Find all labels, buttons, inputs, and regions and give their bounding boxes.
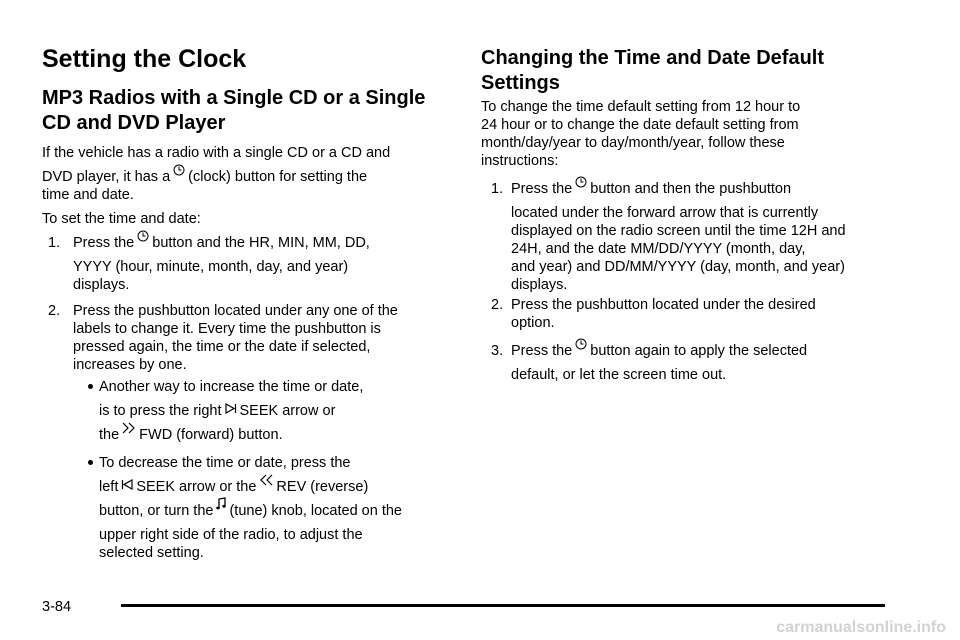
default-step-2-number: 2. xyxy=(491,297,504,313)
bullet-dot xyxy=(88,460,93,465)
right-intro: To change the time default setting from 12 hour to 24 hour or to change the date default setting from month/day/year to day/month/year, follow these instructions: xyxy=(481,99,801,169)
default-step-3-text: Press the button again to apply the selected default, or let the screen time out. xyxy=(511,342,807,384)
step-2-text: Press the pushbutton located under any one of the labels to change it. Every time the pushbutton is pressed again, the time or the date if selected, increases by one. xyxy=(73,303,398,373)
seek-left-icon xyxy=(121,477,133,495)
section-heading-mp3: MP3 Radios with a Single CD or a Single CD and DVD Player xyxy=(42,87,426,134)
intro-line-1: If the vehicle has a radio with a single CD or a CD and xyxy=(42,145,391,161)
bullet-dot xyxy=(88,384,93,389)
to-set-text: To set the time and date: xyxy=(42,211,201,227)
clock-icon xyxy=(173,163,185,181)
page-number: 3-84 xyxy=(42,599,72,615)
intro-line-2: DVD player, it has a (clock) button for setting the xyxy=(42,168,367,186)
step-1-text: Press the button and the HR, MIN, MM, DD, YYYY (hour, minute, month, day, and year) displays. xyxy=(73,234,370,294)
page-title: Setting the Clock xyxy=(42,45,247,73)
step-1-number: 1. xyxy=(48,235,61,251)
rev-icon xyxy=(259,473,273,491)
section-heading-defaults: Changing the Time and Date Default Settings xyxy=(481,47,824,94)
clock-icon xyxy=(575,337,587,355)
default-step-3-number: 3. xyxy=(491,343,504,359)
fwd-icon xyxy=(122,421,136,439)
default-step-1-number: 1. xyxy=(491,181,504,197)
footer-rule xyxy=(121,604,885,607)
clock-icon xyxy=(575,175,587,193)
default-step-1-text: Press the button and then the pushbutton located under the forward arrow that is currently displayed on the radio screen until the time 12H and 24H, and the date MM/DD/YYYY (month, day, and year) and DD/MM/YYYY (day, month, and year) displays. xyxy=(511,180,846,294)
tune-icon xyxy=(216,497,226,515)
clock-icon xyxy=(137,229,149,247)
bullet-decrease-text: To decrease the time or date, press the left SEEK arrow or the REV (reverse) button, or turn the (tune) knob, located on the upper right side of the radio, to adjust the selected setting. xyxy=(99,455,402,561)
bullet-increase-text: Another way to increase the time or date, is to press the right SEEK arrow or the FWD (forward) button. xyxy=(99,379,364,443)
step-2-number: 2. xyxy=(48,303,61,319)
watermark: carmanualsonline.info xyxy=(776,619,946,636)
intro-line-3: time and date. xyxy=(42,187,134,203)
default-step-2-text: Press the pushbutton located under the desired option. xyxy=(511,297,816,331)
seek-right-icon xyxy=(225,401,237,419)
